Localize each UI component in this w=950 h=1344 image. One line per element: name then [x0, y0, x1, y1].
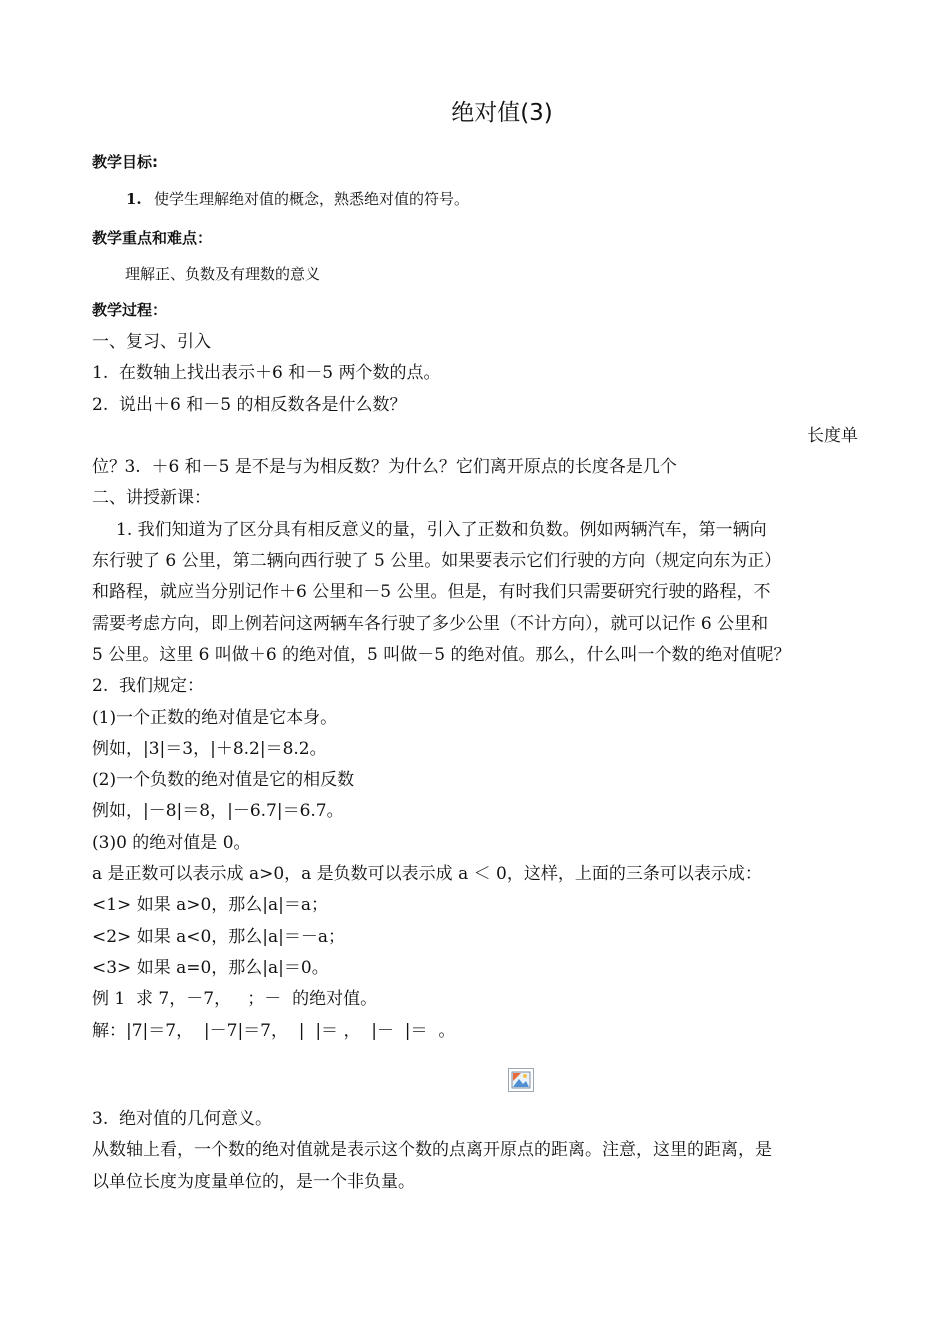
question-text: 3. ＋6 和－5 是不是与为相反数？为什么？它们离开原点的长度各是几个: [124, 457, 677, 478]
text-line: 3. 绝对值的几何意义。: [92, 1109, 273, 1129]
text-line: 例如，|3|＝3，|＋8.2|＝8.2。: [92, 738, 327, 759]
text-line: a 是正数可以表示成 a>0，a 是负数可以表示成 a ＜ 0，这样，上面的三条可以表示成：: [92, 864, 762, 885]
text-line: <3> 如果 a=0，那么|a|＝0。: [92, 957, 329, 978]
text-line: 从数轴上看，一个数的绝对值就是表示这个数的点离开原点的距离。注意，这里的距离，是: [92, 1140, 772, 1161]
image-placeholder-icon: [509, 1069, 533, 1091]
text-line: (2)一个负数的绝对值是它的相反数: [92, 770, 355, 791]
geometry-section: [92, 1104, 858, 1198]
text-line: (1)一个正数的绝对值是它本身。: [92, 707, 338, 728]
text-line: 5 公里。这里 6 叫做＋6 的绝对值，5 叫做－5 的绝对值。那么，什么叫一个数的绝对值呢？: [92, 644, 791, 665]
text-line: 二、讲授新课：: [92, 488, 211, 509]
goal-text: 使学生理解绝对值的概念，熟悉绝对值的符号。: [154, 190, 470, 208]
text-line: (3)0 的绝对值是 0。: [92, 832, 251, 853]
text-line: 需要考虑方向，即上例若问这两辆车各行驶了多少公里（不计方向），就可以记作 6 公里和: [92, 613, 769, 634]
text-line: 和路程，就应当分别记作＋6 公里和－5 公里。但是，有时我们只需要研究行驶的路程，不: [92, 582, 771, 603]
text-line: 一、复习、引入: [92, 332, 211, 352]
goal-heading: 教学目标:: [92, 153, 158, 171]
goal-number: 1.: [126, 190, 142, 208]
text-line: 以单位长度为度量单位的，是一个非负量。: [92, 1171, 415, 1192]
text-line: 东行驶了 6 公里，第二辆向西行驶了 5 公里。如果要表示它们行驶的方向（规定向东为正）: [92, 551, 782, 572]
text-line: 2. 我们规定：: [92, 676, 205, 697]
text-line: 1. 在数轴上找出表示＋6 和－5 两个数的点。: [92, 363, 441, 384]
process-body: [92, 327, 858, 1047]
text-line: [92, 421, 858, 478]
text-line: <2> 如果 a<0，那么|a|＝－a；: [92, 926, 346, 947]
question-text-end: 长度单: [807, 425, 858, 446]
text-line: 位？: [92, 457, 126, 478]
text-line: 解：|7|＝7， |－7|＝7， | |＝ ， |－ |＝ 。: [92, 1020, 456, 1041]
process-heading: 教学过程：: [92, 301, 168, 319]
text-line: 例如，|－8|＝8，|－6.7|＝6.7。: [92, 801, 344, 822]
page-title: 绝对值(3): [451, 100, 553, 126]
text-line: 例 1 求 7，－7， ；－ 的绝对值。: [92, 989, 378, 1010]
key-heading: 教学重点和难点：: [92, 229, 213, 247]
text-line: 2. 说出＋6 和－5 的相反数各是什么数？: [92, 394, 407, 415]
text-line: <1> 如果 a>0，那么|a|＝a；: [92, 895, 329, 916]
text-line: 1. 我们知道为了区分具有相反意义的量，引入了正数和负数。例如两辆汽车，第一辆向: [116, 519, 767, 540]
key-text: 理解正、负数及有理数的意义: [125, 265, 321, 283]
broken-image-icon: [508, 1068, 534, 1092]
